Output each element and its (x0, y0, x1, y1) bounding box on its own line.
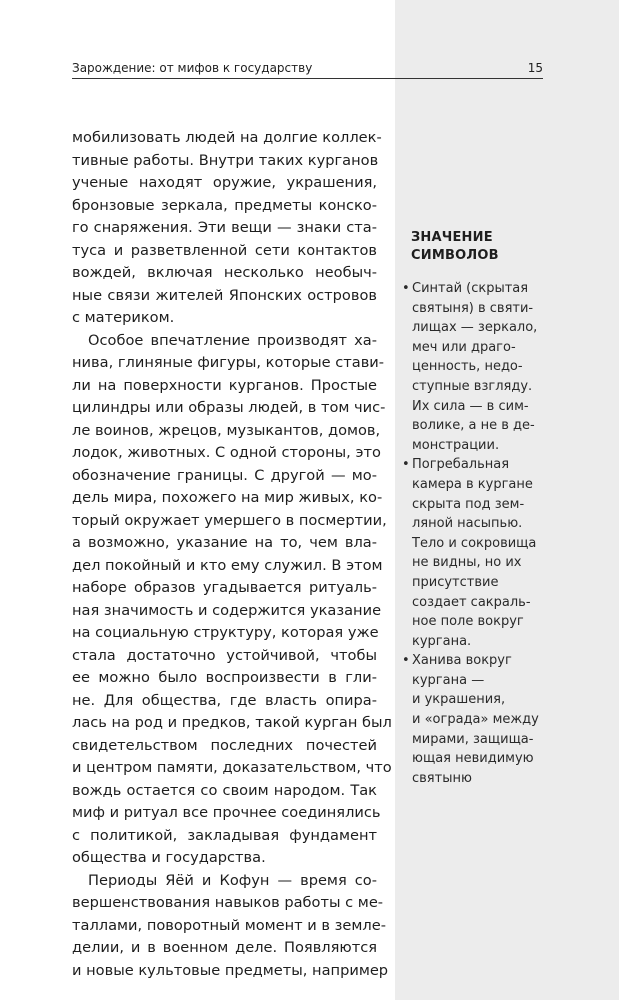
running-head-title: Зарождение: от мифов к государству (72, 61, 313, 75)
text-line: стала достаточно устойчивой, чтобы (72, 646, 377, 664)
text-line: ее можно было воспроизвести в гли- (72, 669, 377, 686)
text-line: миф и ритуал все прочнее соединялись (72, 804, 381, 821)
sidebar-line: Их сила — в сим- (412, 398, 529, 414)
main-text-column (72, 127, 392, 982)
sidebar-line: Погребальная (412, 457, 510, 473)
text-line: лась на род и предков, такой курган был (72, 714, 392, 731)
sidebar-bullet-list (398, 279, 598, 788)
text-line: с материком. (72, 309, 175, 326)
sidebar-line: ценность, недо- (412, 359, 523, 375)
text-line: делии, и в военном деле. Появляются (72, 939, 377, 956)
text-line: не. Для общества, где власть опира- (72, 691, 377, 709)
sidebar-line: Тело и сокровища (412, 535, 537, 551)
sidebar-line: присутствие (412, 574, 499, 590)
sidebar-heading-line: ЗНАЧЕНИЕ (411, 230, 493, 245)
page-number: 15 (527, 61, 543, 75)
text-line: таллами, поворотный момент и в земле- (72, 916, 386, 934)
text-line: нива, глиняные фигуры, которые стави- (72, 354, 385, 371)
sidebar-line: не видны, но их (412, 555, 522, 571)
text-line: вождь остается со своим народом. Так (72, 781, 377, 799)
sidebar-line: кургана — (412, 672, 485, 688)
text-line: тивные работы. Внутри таких курганов (72, 151, 379, 169)
text-line: свидетельством последних почестей (72, 736, 377, 754)
bullet-icon: • (402, 653, 410, 669)
text-line: ле воинов, жрецов, музыкантов, домов, (72, 421, 381, 439)
text-line: вождей, включая несколько необыч- (72, 264, 377, 281)
sidebar-line: ное поле вокруг (412, 614, 524, 630)
sidebar-line: ляной насыпью. (412, 516, 523, 532)
sidebar-line: Ханива вокруг (412, 653, 512, 669)
sidebar-line: лищах — зеркало, (412, 320, 538, 336)
sidebar-line: и «ограда» между (412, 712, 539, 728)
text-line: общества и государства. (72, 849, 266, 866)
paragraph-start-line: Периоды Яёй и Кофун — время со- (88, 871, 377, 889)
sidebar-line: святыня) в святи- (412, 300, 534, 316)
sidebar-line: создает сакраль- (412, 594, 531, 610)
sidebar-line: камера в кургане (412, 476, 533, 492)
sidebar-heading-line: СИМВОЛОВ (411, 248, 499, 263)
sidebar-line: кургана. (412, 633, 472, 649)
sidebar-line: мирами, защища- (412, 731, 534, 747)
text-line: лодок, животных. С одной стороны, это (72, 444, 381, 461)
sidebar-line: монстрации. (412, 437, 500, 453)
text-line: ная значимость и содержится указание (72, 601, 382, 619)
text-line: ученые находят оружие, украшения, (72, 174, 377, 191)
bullet-icon: • (402, 281, 410, 296)
text-line: с политикой, закладывая фундамент (72, 826, 377, 844)
text-line: и новые культовые предметы, например (72, 961, 389, 979)
bullet-icon: • (402, 457, 410, 473)
sidebar-line: скрыта под зем- (412, 496, 525, 512)
sidebar-line: меч или драго- (412, 339, 516, 355)
text-line: и центром памяти, доказательством, что (72, 759, 392, 776)
text-line: а возможно, указание на то, чем вла- (72, 534, 377, 551)
text-line: туса и разветвленной сети контактов (72, 241, 377, 259)
text-line: го снаряжения. Эти вещи — знаки ста- (72, 219, 377, 236)
text-line: на социальную структуру, которая уже (72, 624, 379, 641)
sidebar-line: Синтай (скрытая (412, 281, 529, 296)
text-line: бронзовые зеркала, предметы конско- (72, 196, 377, 214)
text-line: цилиндры или образы людей, в том чис- (72, 399, 386, 416)
text-line: дель мира, похожего на мир живых, ко- (72, 489, 383, 506)
sidebar-line: святыню (412, 770, 472, 786)
text-line: дел покойный и кто ему служил. В этом (72, 556, 383, 574)
text-line: мобилизовать людей на долгие коллек- (72, 129, 382, 146)
text-line: торый окружает умершего в посмертии, (72, 511, 387, 529)
text-line: обозначение границы. С другой — мо- (72, 466, 377, 484)
text-line: ли на поверхности курганов. Простые (72, 376, 377, 394)
sidebar-list-item (398, 651, 598, 788)
sidebar-heading (411, 229, 601, 265)
sidebar-list-item (398, 279, 598, 455)
header-rule (72, 78, 543, 79)
sidebar-line: ющая невидимую (412, 751, 534, 767)
text-line: ные связи жителей Японских островов (72, 286, 377, 304)
paragraph-start-line: Особое впечатление производят ха- (88, 331, 377, 349)
sidebar-line: и украшения, (412, 692, 506, 708)
text-line: вершенствования навыков работы с ме- (72, 894, 384, 911)
running-head (72, 61, 543, 77)
sidebar-line: волике, а не в де- (412, 418, 535, 434)
sidebar-list-item (398, 455, 598, 651)
sidebar-line: ступные взгляду. (412, 378, 533, 394)
text-line: наборе образов угадывается ритуаль- (72, 579, 377, 596)
